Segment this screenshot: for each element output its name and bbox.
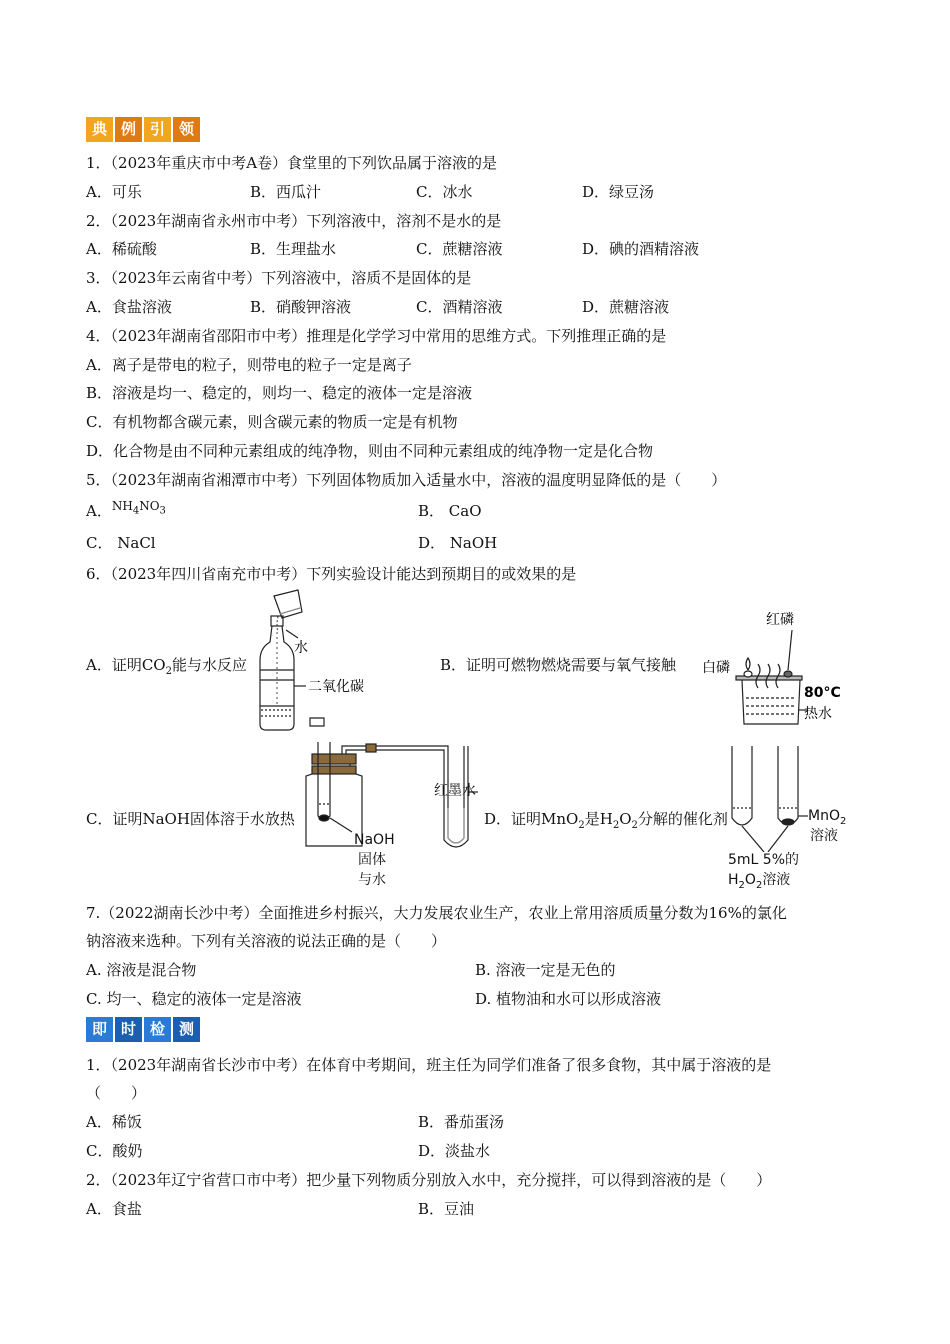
q7-option-d: D. 植物油和水可以形成溶液 bbox=[475, 990, 662, 1008]
figure-b-combustion bbox=[700, 606, 860, 732]
q3-option-b: B．硝酸钾溶液 bbox=[250, 298, 352, 316]
q1-option-a: A．可乐 bbox=[86, 183, 142, 201]
banner-char: 引 bbox=[144, 117, 171, 142]
fig-c-water-label: 与水 bbox=[358, 872, 386, 888]
question-7-stem-line1: 7.（2022湖南长沙中考）全面推进乡村振兴，大力发展农业生产，农业上常用溶质质量分数为16%的氯化 bbox=[86, 904, 787, 922]
banner-char: 领 bbox=[173, 117, 200, 142]
t1-option-c: C．酸奶 bbox=[86, 1142, 143, 1160]
q5-option-c: C． NaCl bbox=[86, 534, 156, 552]
q4-option-d: D．化合物是由不同种元素组成的纯净物，则由不同种元素组成的纯净物一定是化合物 bbox=[86, 442, 654, 460]
q4-option-c: C．有机物都含碳元素，则含碳元素的物质一定是有机物 bbox=[86, 413, 458, 431]
q5-option-d: D． NaOH bbox=[418, 534, 498, 552]
t2-option-a: A．食盐 bbox=[86, 1200, 142, 1218]
fig-a-water-label: 水 bbox=[294, 640, 308, 656]
question-4-stem: 4．（2023年湖南省邵阳市中考）推理是化学学习中常用的思维方式。下列推理正确的是 bbox=[86, 327, 667, 345]
q7-option-b: B. 溶液一定是无色的 bbox=[475, 961, 616, 979]
figure-d-test-tubes bbox=[724, 742, 814, 852]
check-question-1-stem: 1．（2023年湖南省长沙市中考）在体育中考期间，班主任为同学们准备了很多食物，其中属于溶液的是 bbox=[86, 1056, 772, 1074]
check-question-2-stem: 2．（2023年辽宁省营口市中考）把少量下列物质分别放入水中，充分搅拌，可以得到溶液的是（ ） bbox=[86, 1171, 772, 1189]
fig-c-ink-label: 红墨水 bbox=[434, 783, 476, 799]
q6-option-a: A．证明$CO_2$能与水反应 bbox=[86, 656, 247, 677]
q5-option-b: B． CaO bbox=[418, 502, 482, 520]
q3-option-a: A．食盐溶液 bbox=[86, 298, 172, 316]
figure-a-co2-bottle bbox=[240, 586, 390, 736]
banner-char: 例 bbox=[115, 117, 142, 142]
q6-option-c: C．证明NaOH固体溶于水放热 bbox=[86, 810, 295, 828]
q7-option-c: C. 均一、稳定的液体一定是溶液 bbox=[86, 990, 302, 1008]
q5-option-a-label: A． bbox=[86, 502, 112, 520]
t1-option-a: A．稀饭 bbox=[86, 1113, 142, 1131]
question-7-stem-line2: 钠溶液来选种。下列有关溶液的说法正确的是（ ） bbox=[86, 932, 447, 950]
fig-c-naoh-label: NaOH bbox=[354, 832, 395, 848]
q1-option-c: C．冰水 bbox=[416, 183, 473, 201]
q6-option-b: B．证明可燃物燃烧需要与氧气接触 bbox=[440, 656, 677, 674]
figure-c-naoh-heat bbox=[296, 736, 496, 892]
fig-a-co2-label: 二氧化碳 bbox=[308, 679, 364, 695]
fig-b-hot-water-label: 热水 bbox=[804, 706, 832, 722]
q2-option-c: C．蔗糖溶液 bbox=[416, 240, 503, 258]
fig-c-solid-label: 固体 bbox=[358, 852, 386, 868]
q2-option-b: B．生理盐水 bbox=[250, 240, 337, 258]
question-2-stem: 2．（2023年湖南省永州市中考）下列溶液中，溶剂不是水的是 bbox=[86, 212, 502, 230]
fig-d-conc-label: 5mL 5%的 bbox=[728, 852, 800, 868]
q3-option-c: C．酒精溶液 bbox=[416, 298, 503, 316]
q5-option-a bbox=[86, 501, 166, 527]
t1-option-b: B．番茄蛋汤 bbox=[418, 1113, 505, 1131]
t2-option-b: B．豆油 bbox=[418, 1200, 475, 1218]
banner-char: 测 bbox=[173, 1017, 200, 1042]
fig-d-solution-label: 溶液 bbox=[810, 828, 838, 844]
nh4no3-formula: NH4NO3 bbox=[111, 499, 166, 517]
question-3-stem: 3．（2023年云南省中考）下列溶液中，溶质不是固体的是 bbox=[86, 269, 472, 287]
q1-option-d: D．绿豆汤 bbox=[582, 183, 655, 201]
fig-b-white-p-label: 白磷 bbox=[702, 660, 730, 676]
q2-option-d: D．碘的酒精溶液 bbox=[582, 240, 700, 258]
fig-b-temp-label: 80°C bbox=[804, 685, 841, 701]
section-banner-instant-check bbox=[86, 1017, 200, 1042]
t1-option-d: D．淡盐水 bbox=[418, 1142, 491, 1160]
q6-option-d: D．证明MnO$_2$是$H_2O_2$分解的催化剂 bbox=[484, 810, 728, 831]
question-5-stem: 5．（2023年湖南省湘潭市中考）下列固体物质加入适量水中，溶液的温度明显降低的是（ ） bbox=[86, 471, 727, 489]
section-banner-typical-examples bbox=[86, 117, 200, 142]
banner-char: 即 bbox=[86, 1017, 113, 1042]
banner-char: 典 bbox=[86, 117, 113, 142]
q1-option-b: B．西瓜汁 bbox=[250, 183, 322, 201]
q4-option-a: A．离子是带电的粒子，则带电的粒子一定是离子 bbox=[86, 356, 412, 374]
banner-char: 检 bbox=[144, 1017, 171, 1042]
q7-option-a: A. 溶液是混合物 bbox=[86, 961, 197, 979]
check-question-1-paren: （ ） bbox=[86, 1084, 147, 1102]
question-6-stem: 6．（2023年四川省南充市中考）下列实验设计能达到预期目的或效果的是 bbox=[86, 565, 577, 583]
q2-option-a: A．稀硫酸 bbox=[86, 240, 157, 258]
banner-char: 时 bbox=[115, 1017, 142, 1042]
q3-option-d: D．蔗糖溶液 bbox=[582, 298, 670, 316]
fig-d-mno2-label: MnO$_2$ bbox=[808, 808, 847, 827]
q4-option-b: B．溶液是均一、稳定的，则均一、稳定的液体一定是溶液 bbox=[86, 384, 473, 402]
fig-d-h2o2-label: $H_2O_2$溶液 bbox=[728, 872, 791, 891]
fig-b-red-p-label: 红磷 bbox=[766, 612, 794, 628]
question-1-stem: 1．（2023年重庆市中考A卷）食堂里的下列饮品属于溶液的是 bbox=[86, 154, 498, 172]
